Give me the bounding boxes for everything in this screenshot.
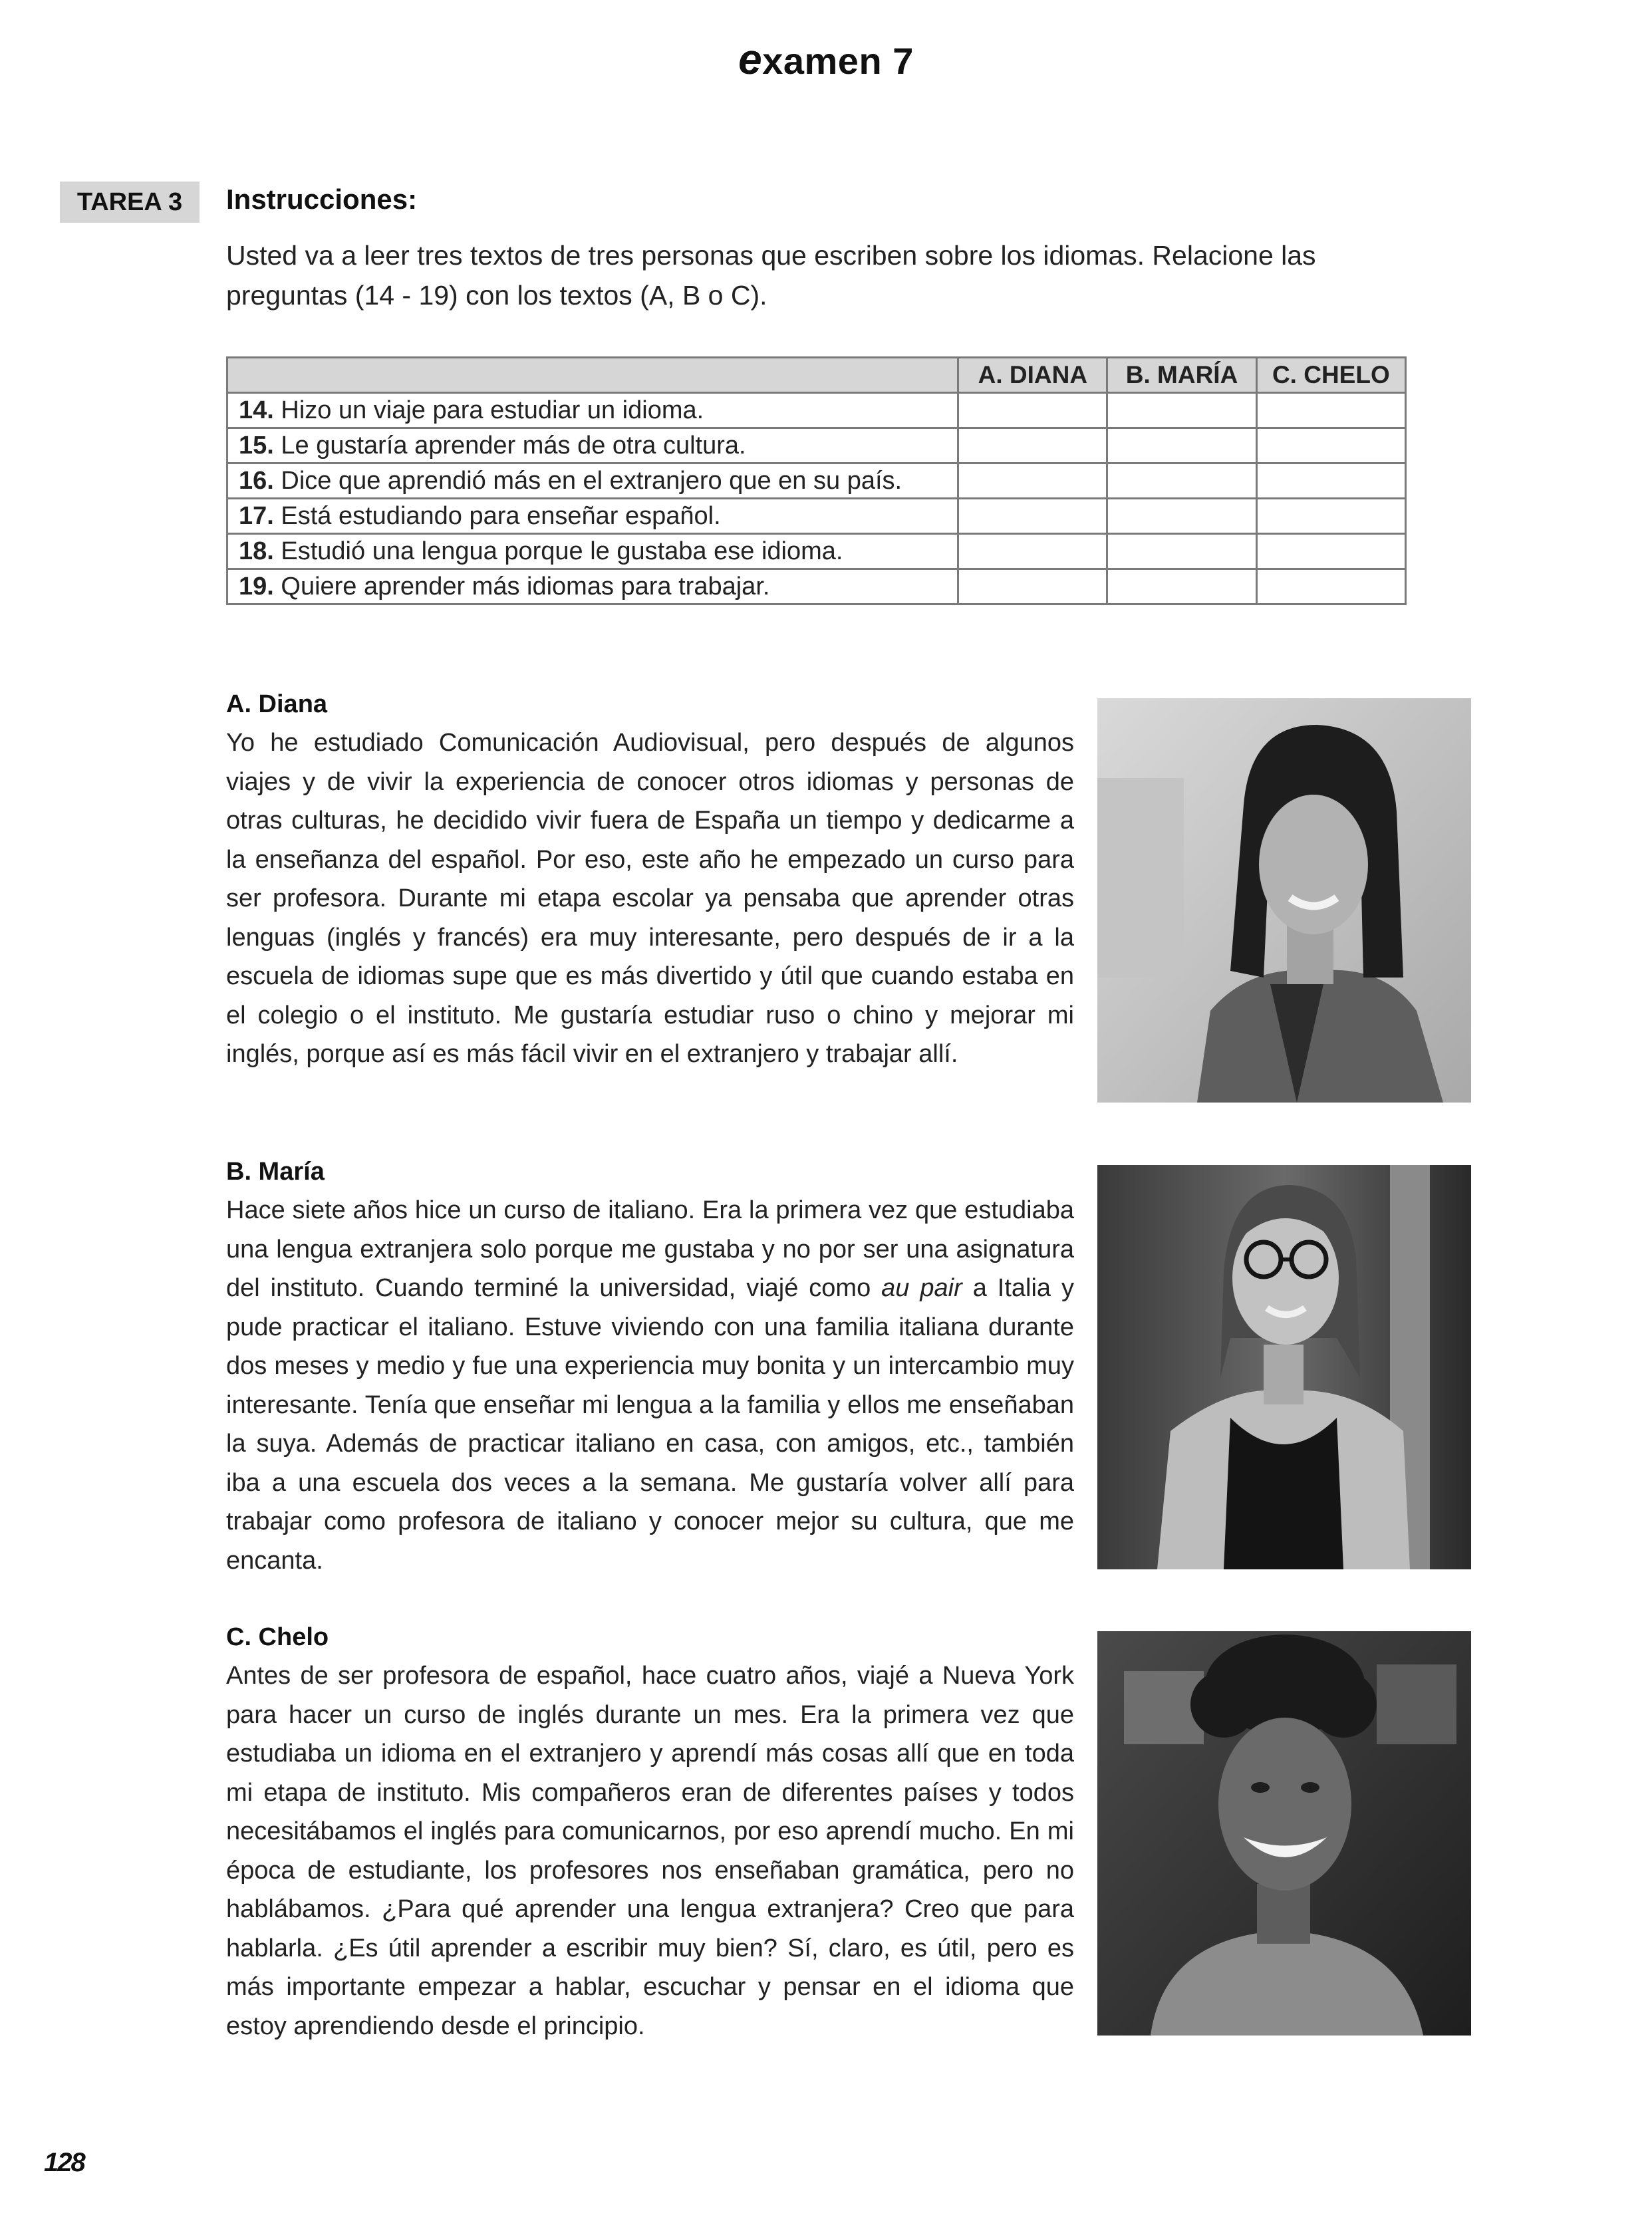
answer-cell-c[interactable] [1256,569,1405,604]
answer-cell-b[interactable] [1107,569,1256,604]
text-b-body-start: Hace siete años hice un curso de italiano. Era la primera vez que estudiaba una lengua extranjera solo porque me gustaba y no por ser una asignatura del instituto. Cuando terminé la universidad, viajé como [226,1196,1074,1302]
table-header-row [227,358,1406,393]
question-text: Hizo un viaje para estudiar un idioma. [273,396,704,424]
question-cell [227,463,958,499]
question-number: 18. [239,537,274,565]
answer-cell-b[interactable] [1107,499,1256,534]
page-title [0,35,1652,84]
portrait-photo-maria [1097,1165,1471,1569]
answer-cell-c[interactable] [1256,534,1405,569]
text-a-title: A. Diana [226,690,328,718]
text-a-section [226,685,1074,1074]
header-empty [227,358,958,393]
instructions-heading: Instrucciones: [226,184,418,215]
answer-cell-b[interactable] [1107,463,1256,499]
answer-table [226,356,1407,605]
question-text: Quiere aprender más idiomas para trabajar. [273,572,770,600]
question-cell [227,428,958,463]
answer-cell-b[interactable] [1107,393,1256,428]
text-b-body [226,1191,1074,1580]
table-row [227,499,1406,534]
page-number: 128 [44,2148,84,2177]
text-b-section [226,1152,1074,1580]
table-row [227,428,1406,463]
question-number: 17. [239,501,274,530]
question-cell [227,499,958,534]
question-cell [227,393,958,428]
answer-cell-a[interactable] [958,393,1107,428]
question-text: Está estudiando para enseñar español. [273,501,721,530]
answer-cell-c[interactable] [1256,393,1405,428]
table-row [227,569,1406,604]
question-cell [227,534,958,569]
title-e-mark: e [738,35,763,83]
header-maria: B. MARÍA [1107,358,1256,393]
table-row [227,463,1406,499]
table-row [227,393,1406,428]
instructions-text: Usted va a leer tres textos de tres personas que escriben sobre los idiomas. Relacione las preguntas (14 - 19) con los textos (A, B o C). [226,240,1316,311]
answer-cell-a[interactable] [958,499,1107,534]
answer-cell-b[interactable] [1107,428,1256,463]
text-c-title: C. Chelo [226,1623,329,1651]
answer-cell-c[interactable] [1256,463,1405,499]
answer-cell-a[interactable] [958,428,1107,463]
task-badge: TAREA 3 [60,182,200,223]
title-text: xamen 7 [762,40,914,82]
answer-cell-a[interactable] [958,569,1107,604]
portrait-photo-diana [1097,698,1471,1103]
text-b-title: B. María [226,1158,325,1186]
question-number: 19. [239,572,274,600]
question-number: 16. [239,466,274,495]
question-text: Estudió una lengua porque le gustaba ese idioma. [273,537,843,565]
answer-cell-b[interactable] [1107,534,1256,569]
answer-cell-c[interactable] [1256,428,1405,463]
header-diana: A. DIANA [958,358,1107,393]
question-text: Le gustaría aprender más de otra cultura. [273,431,746,460]
answer-cell-a[interactable] [958,463,1107,499]
answer-cell-a[interactable] [958,534,1107,569]
question-number: 15. [239,431,274,460]
answer-cell-c[interactable] [1256,499,1405,534]
question-cell [227,569,958,604]
text-c-section [226,1618,1074,2045]
header-chelo: C. CHELO [1256,358,1405,393]
portrait-photo-chelo [1097,1631,1471,2036]
text-c-body: Antes de ser profesora de español, hace cuatro años, viajé a Nueva York para hacer un curso de inglés durante un mes. Era la primera vez que estudiaba un idioma en el extranjero y aprendí más cosas allí que en toda mi etapa de instituto. Mis compañeros eran de diferentes países y todos necesitábamos el inglés para comunicarnos, por eso aprendí mucho. En mi época de estudiante, los profesores nos enseñaban gramática, pero no hablábamos. ¿Para qué aprender una lengua extranjera? Creo que para hablarla. ¿Es útil aprender a escribir muy bien? Sí, claro, es útil, pero es más importante empezar a hablar, escuchar y pensar en el idioma que estoy aprendiendo desde el principio. [226,1662,1074,2040]
table-row [227,534,1406,569]
text-b-body-italic: au pair [881,1274,962,1302]
question-number: 14. [239,396,274,424]
text-a-body: Yo he estudiado Comunicación Audiovisual, pero después de algunos viajes y de vivir la experiencia de conocer otros idiomas y personas de otras culturas, he decidido vivir fuera de España un tiempo y dedicarme a la enseñanza del español. Por eso, este año he empezado un curso para ser profesora. Durante mi etapa escolar ya pensaba que aprender otras lenguas (inglés y francés) era muy interesante, pero después de ir a la escuela de idiomas supe que es más divertido y útil que cuando estaba en el colegio o el instituto. Me gustaría estudiar ruso o chino y mejorar mi inglés, porque así es más fácil vivir en el extranjero y trabajar allí. [226,729,1074,1068]
question-text: Dice que aprendió más en el extranjero que en su país. [273,466,902,495]
text-b-body-end: a Italia y pude practicar el italiano. Estuve viviendo con una familia italiana durante dos meses y medio y fue una experiencia muy bonita y un intercambio muy interesante. Tenía que enseñar mi lengua a la familia y ellos me enseñaban la suya. Además de practicar italiano en casa, con amigos, etc., también iba a una escuela dos veces a la semana. Me gustaría volver allí para trabajar como profesora de italiano y conocer mejor su cultura, que me encanta. [226,1274,1074,1575]
